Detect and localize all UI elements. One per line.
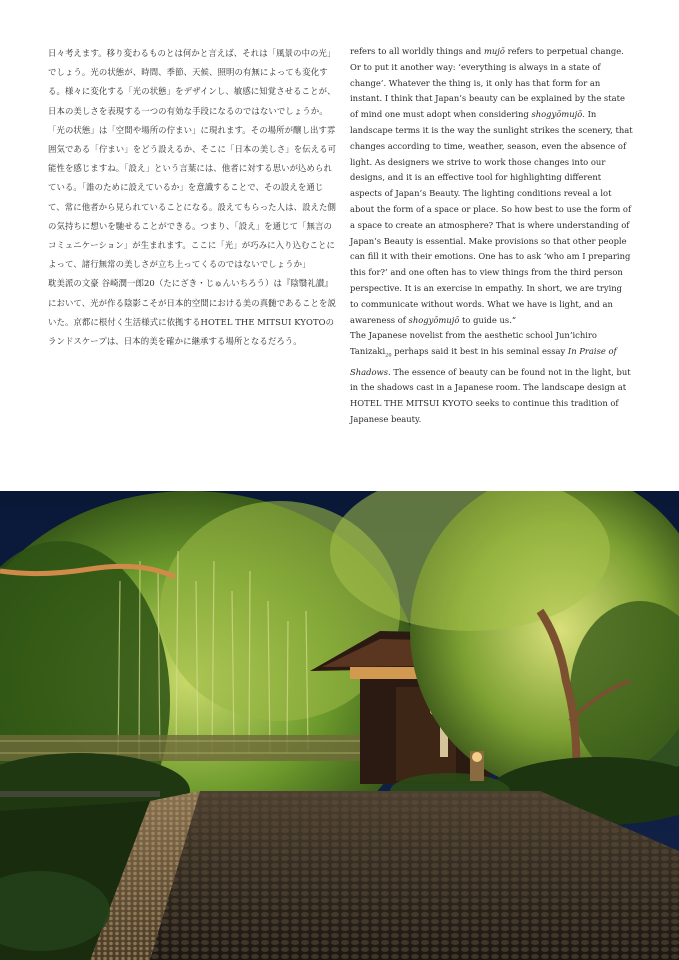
english-text-column [350, 44, 633, 428]
text-run: to guide us.” [459, 314, 517, 325]
term-mujo: mujō [483, 46, 505, 56]
text-run: . In landscape terms it is the way the sunlight strikes the scenery, that changes according to time, weather, season, even the absence of light. As designers we strive to work those changes into our designs, and it is an effective tool for highlighting different aspects of Japan’s Beauty. The lighting conditions reveal a lot about the form of a space or place. So how best to use the form of a space to create an atmosphere? That is where understanding of Japan’s Beauty is essential. Make provisions so that other people can fill it with their emotions. One has to ask ‘who am I preparing this for?’ and one often has to view things from the third person perspective. It is an exercise in empathy. In short, we are trying to communicate without words. What we have is light, and an awareness of [350, 109, 633, 325]
text-run: . The essence of beauty can be found not in the light, but in the shadows cast in a Japanese room. The landscape design at HOTEL THE MITSUI KYOTO seeks to continue this tradition of Japanese beauty. [350, 366, 631, 424]
english-paragraph-2 [350, 328, 633, 427]
essay-title: In Praise of Shadows [350, 346, 617, 377]
japanese-text-column [48, 44, 337, 351]
text-run: refers to perpetual change. Or to put it another way: ‘everything is always in a state of change’. Whatever the thing is, it only has that form for an instant. I think that Japan’s beauty can be explained by the state of mind one must adopt when considering [350, 46, 625, 120]
garden-night-illustration [0, 491, 679, 960]
english-paragraph-1 [350, 44, 633, 328]
japanese-paragraph-2: 耽美派の文豪 谷崎潤一郎20（たにざき・じゅんいちろう）は『陰翳礼讃』において、光が作る陰影こそが日本的空間における美の真髄であることを説いた。京都に根付く生活様式に依拠するHOTEL THE MITSUI KYOTOのランドスケープは、日本的美を確かに継承する場所となるだろう。 [48, 278, 336, 347]
japanese-paragraph-1: 日々考えます。移り変わるものとは何かと言えば、それは「風景の中の光」でしょう。光の状態が、時間、季節、天候、照明の有無によっても変化する。様々に変化する「光の状態」をデザインし、敏感に知覚させることが、日本の美しさを表現する一つの有効な手段になるのではないでしょうか。「光の状態」は「空間や場所の佇まい」に現れます。その場所が醸し出す雰囲気である「佇まい」をどう設えるか、そこに「日本の美しさ」を伝える可能性を感じますね。「設え」という言葉には、他者に対する思いが込められている。「誰のために設えているか」を意識することで、その設えを通じて、常に他者から見られていることになる。設えてもらった人は、設えた側の気持ちに想いを馳せることができる。つまり、「設え」を通じて「無言のコミュニケーション」が生まれます。ここに「光」が巧みに入り込むことによって、諸行無常の美しさが立ち上ってくるのではないでしょうか」 [48, 48, 337, 270]
text-run: refers to all worldly things and [350, 46, 484, 56]
term-shogyomujo: shogyōmujō [531, 109, 583, 120]
footnote-marker: 20 [385, 352, 392, 359]
text-run: The Japanese novelist from the aesthetic school Jun’ichiro Tanizaki [350, 330, 597, 357]
term-shogyomujo: shogyōmujō [408, 314, 460, 325]
text-run: perhaps said it best in his seminal essay [391, 346, 568, 357]
garden-photo [0, 491, 679, 960]
